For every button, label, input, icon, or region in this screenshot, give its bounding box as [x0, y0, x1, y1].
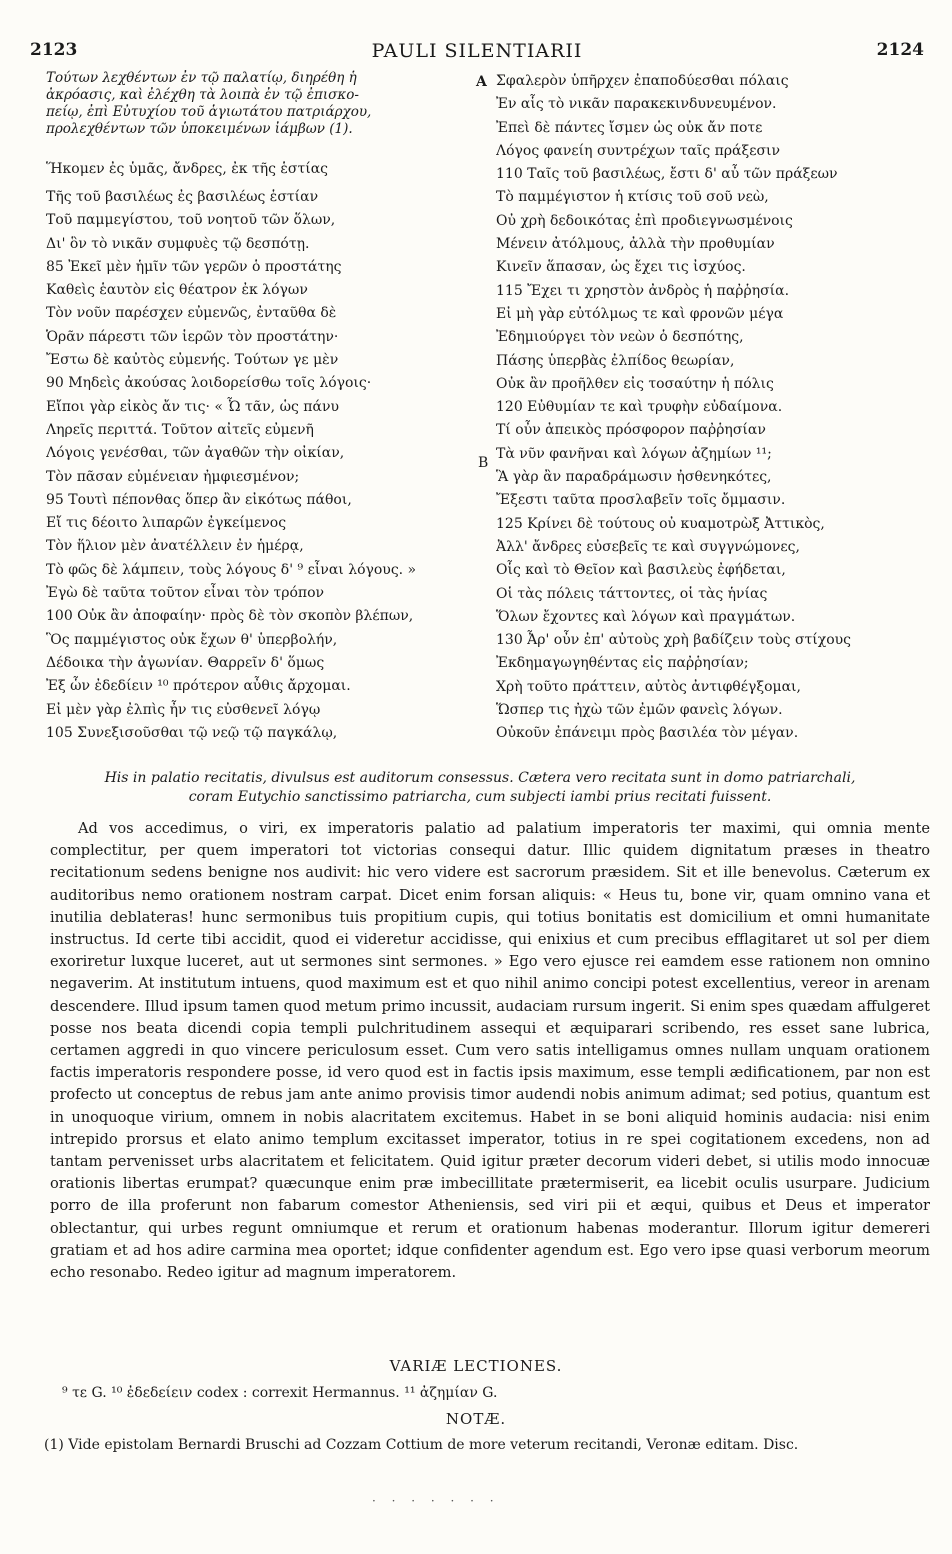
- left-column: [46, 70, 489, 745]
- verse-line: Ὃς παμμέγιστος οὐκ ἔχων θ' ὑπερβολήν,: [46, 631, 338, 648]
- intro-line: προλεχθέντων τῶν ὑποκειμένων ἰάμβων (1).: [46, 121, 353, 137]
- latin-intro-line: His in palatio recitatis, divulsus est auditorum consessus. Cætera vero recitata sunt in domo patriarchali,: [104, 770, 856, 786]
- latin-intro-line: coram Eutychio sanctissimo patriarcha, cum subjecti iambi prius recitati fuissent.: [188, 789, 772, 805]
- verse-line: Ἐξ ὧν ἐδεδίειν ¹⁰ πρότερον αὖθις ἄρχομαι.: [46, 678, 351, 695]
- verse-line: Τὰ νῦν φανῆναι καὶ λόγων ἀζημίων ¹¹;: [496, 445, 772, 462]
- verse-line: Ἃ γὰρ ἂν παραδράμωσιν ἠσθενηκότες,: [496, 469, 772, 486]
- verse-line: Τῆς τοῦ βασιλέως ἐς βασιλέως ἑστίαν: [46, 189, 319, 205]
- right-column: [496, 70, 926, 769]
- verse-line: Εἴ τις δέοιτο λιπαρῶν ἐγκείμενος: [46, 515, 287, 532]
- verse-line: Ληρεῖς περιττά. Τοῦτον αἰτεῖς εὐμενῆ: [46, 421, 314, 438]
- verse-line: Ἥκομεν ἐς ὑμᾶς, ἄνδρες, ἐκ τῆς ἑστίας: [46, 161, 329, 177]
- verse-line: 90 Μηδεὶς ἀκούσας λοιδορείσθω τοῖς λόγοις·: [46, 375, 372, 392]
- margin-letter-b: B: [478, 455, 489, 471]
- verse-line: Τὸν πᾶσαν εὐμένειαν ἠμφιεσμένον;: [46, 468, 300, 485]
- verse-line: [496, 746, 926, 769]
- verse-line: Τὸ φῶς δὲ λάμπειν, τοὺς λόγους δ' ⁹ εἶναι λόγους. »: [46, 561, 417, 578]
- verse-line: Χρὴ τοῦτο πράττειν, αὐτὸς ἀντιφθέγξομαι,: [496, 678, 801, 695]
- page-header: [30, 40, 924, 66]
- ornament-dots: · · · · · · ·: [372, 1494, 500, 1508]
- verse-line: Τί οὖν ἀπεικὸς πρόσφορον παῤῥησίαν: [496, 422, 766, 439]
- verse-line: 100 Οὐκ ἂν ἀποφαίην· πρὸς δὲ τὸν σκοπὸν βλέπων,: [46, 608, 414, 625]
- verse-line: Ἐκδημαγωγηθέντας εἰς παῤῥησίαν;: [496, 655, 749, 672]
- verse-line: Λόγος φανείη συντρέχων ταῖς πράξεσιν: [496, 142, 781, 159]
- right-page-number: 2124: [876, 40, 924, 60]
- verse-line: Ἀλλ' ἄνδρες εὐσεβεῖς τε καὶ συγγνώμονες,: [496, 538, 800, 555]
- intro-line: πείῳ, ἐπὶ Εὐτυχίου τοῦ ἁγιωτάτου πατριάρχου,: [46, 104, 372, 120]
- verse-line: 95 Τουτὶ πέπονθας ὅπερ ἂν εἰκότως πάθοι,: [46, 491, 352, 508]
- verse-line: Τὸν ἥλιον μὲν ἀνατέλλειν ἐν ἡμέρᾳ,: [46, 538, 304, 555]
- running-title: PAULI SILENTIARII: [371, 40, 583, 62]
- verse-line: 110 Ταῖς τοῦ βασιλέως, ἔστι δ' αὖ τῶν πράξεων: [496, 166, 838, 183]
- left-page-number: 2123: [30, 40, 78, 60]
- verse-line: 85 Ἐκεῖ μὲν ἡμῖν τῶν γερῶν ὁ προστάτης: [46, 258, 342, 275]
- verse-line: Ἐπεὶ δὲ πάντες ἴσμεν ὡς οὐκ ἄν ποτε: [496, 119, 763, 136]
- verse-line: Οὐκοῦν ἐπάνειμι πρὸς βασιλέα τὸν μέγαν.: [496, 725, 799, 742]
- verse-line: Καθεὶς ἑαυτὸν εἰς θέατρον ἐκ λόγων: [46, 282, 308, 299]
- verse-line: Ἐν αἷς τὸ νικᾶν παρακεκινδυνευμένον.: [496, 96, 777, 113]
- latin-translation: [50, 818, 930, 1284]
- verse-line: 105 Συνεξισοῦσθαι τῷ νεῷ τῷ παγκάλῳ,: [46, 724, 338, 741]
- verse-line: Ὁρᾶν πάρεστι τῶν ἱερῶν τὸν προστάτην·: [46, 328, 339, 345]
- variae-lectiones-heading: VARIÆ LECTIONES.: [389, 1357, 563, 1375]
- verse-line: Ἐγὼ δὲ ταῦτα τοῦτον εἶναι τὸν τρόπον: [46, 585, 325, 602]
- verse-line: Εἴποι γὰρ εἰκὸς ἄν τις· « Ὦ τᾶν, ὡς πάνυ: [46, 398, 339, 415]
- verse-line: Πάσης ὑπερβὰς ἐλπίδος θεωρίαν,: [496, 352, 735, 369]
- verse-line: Ἔξεστι ταῦτα προσλαβεῖν τοῖς ὄμμασιν.: [496, 492, 786, 509]
- intro-line: ἀκρόασις, καὶ ἐλέχθη τὰ λοιπὰ ἐν τῷ ἐπισκο-: [46, 87, 359, 103]
- latin-intro: [40, 769, 920, 807]
- verse-line: Ὅλων ἔχοντες καὶ λόγων καὶ πραγμάτων.: [496, 608, 796, 625]
- verse-line: Ἐδημιούργει τὸν νεὼν ὁ δεσπότης,: [496, 329, 744, 346]
- intro-line: Τούτων λεχθέντων ἐν τῷ παλατίῳ, διηρέθη ἡ: [46, 70, 357, 86]
- verse-line: 130 Ἆρ' οὖν ἐπ' αὐτοὺς χρὴ βαδίζειν τοὺς στίχους: [496, 632, 852, 649]
- variae-lectiones-text: ⁹ τε G. ¹⁰ ἐδεδείειν codex : correxit Hermannus. ¹¹ ἀζημίαν G.: [62, 1385, 498, 1401]
- notae-text: (1) Vide epistolam Bernardi Bruschi ad Cozzam Cottium de more veterum recitandi, Veronæ editam. Disc.: [44, 1437, 799, 1453]
- verse-line: Κινεῖν ἅπασαν, ὡς ἔχει τις ἰσχύος.: [496, 259, 746, 276]
- verse-line: 120 Εὐθυμίαν τε καὶ τρυφὴν εὐδαίμονα.: [496, 399, 783, 416]
- verse-line: Δέδοικα τὴν ἀγωνίαν. Θαρρεῖν δ' ὅμως: [46, 654, 325, 671]
- verse-line: Οὐκ ἂν προῆλθεν εἰς τοσαύτην ἡ πόλις: [496, 375, 774, 392]
- verse-line: Εἰ μὴ γὰρ εὐτόλμως τε καὶ φρονῶν μέγα: [496, 305, 784, 322]
- margin-letter-a: A: [476, 74, 487, 90]
- verse-line: Οἱ τὰς πόλεις τάττοντες, οἱ τὰς ἡνίας: [496, 585, 768, 602]
- verse-line: Μένειν ἀτόλμους, ἀλλὰ τὴν προθυμίαν: [496, 236, 775, 253]
- verse-line: Τὸ παμμέγιστον ἡ κτίσις τοῦ σοῦ νεὼ,: [496, 189, 769, 206]
- verse-line: Ἔστω δὲ καὐτὸς εὐμενής. Τούτων γε μὲν: [46, 352, 339, 369]
- verse-line: 115 Ἔχει τι χρηστὸν ἀνδρὸς ἡ παῤῥησία.: [496, 282, 790, 299]
- verse-line: Ὥσπερ τις ἠχὼ τῶν ἐμῶν φανεὶς λόγων.: [496, 702, 783, 719]
- latin-paragraph: Ad vos accedimus, o viri, ex imperatoris palatio ad palatium imperatoris ter maximi, qui omnia mente complectitur, per quem imperatori tot victorias consequi datur. Illic quidem dignitatum præses in theatro recitationum sedens benigne nos audivit: hic vero videre est sacrorum præsidem. Sit et ille benevolus. Cæterum ex auditoribus nemo orationem nostram carpat. Dicet enim forsan aliquis: « Heus tu, bone vir, quam omnino vana et inutilia deblateras! hunc sermonibus tuis propitium cupis, qui totius bonitatis est domicilium et omni humanitate instructus. Id certe tibi accidit, quod ei videretur accidisse, qui enixius et cum precibus efflagitaret ut sol per diem exoriretur luxque luceret, aut ut sermones sint sermones. » Ego vero ejusce rei eamdem esse rationem non omnino negaverim. At institutum intuens, quod maximum est et quo nihil animo concipi potest excellentius, vereor in arenam descendere. Illud ipsum tamen quod metum primo incussit, audaciam rursum ingerit. Si enim spes quædam affulgeret posse nos beata dicendi copia templi pulchritudinem assequi et æquiparari scribendo, res esset sane lubrica, certamen aggredi in quo vincere periculosum esset. Cum vero satis intelligamus omnes nullam unquam orationem factis imperatoris respondere posse, id vero quod est in factis ipsis maximum, esse templi ædificationem, par non est profecto ut conceptus de rebus jam ante animo provisis timor audendi nobis animum adimat; sed potius, quantum est in unoquoque virium, omnem in nobis alacritatem excitemus. Habet in se boni aliquid hominis audacia: nisi enim intrepido prorsus et elato animo templum excitasset imperator, totius in re spei cogitationem excedens, non ad tantam pervenisset urbs alacritatem et felicitatem. Quid igitur præter decorum videri debet, si utilis modo innocuæ orationis libertas erumpat? quæcunque enim præ imbecillitate prætermiserit, ea licebit oculis usurpare. Judicium porro de illa proferunt non fabarum comestor Atheniensis, sed viri pii et æqui, quibus et Deus et imperator oblectantur, qui urbes regunt omniumque et rerum et orationum habenas moderantur. Illorum igitur demereri gratiam et ad hos adire carmina mea oportet; idque confidenter agendum est. Ego vero ipse quasi verborum meorum echo resonabo. Redeo igitur ad magnum imperatorem.: [50, 820, 930, 1282]
- verse-line: Λόγοις γενέσθαι, τῶν ἀγαθῶν τὴν οἰκίαν,: [46, 445, 345, 462]
- verse-line: Εἰ μὲν γὰρ ἐλπὶς ἦν τις εὐσθενεῖ λόγῳ: [46, 701, 321, 718]
- verse-line: Οἷς καὶ τὸ Θεῖον καὶ βασιλεὺς ἐφήδεται,: [496, 562, 786, 579]
- verse-line: Τὸν νοῦν παρέσχεν εὐμενῶς, ἐνταῦθα δὲ: [46, 305, 337, 322]
- verse-line: 125 Κρίνει δὲ τούτους οὐ κυαμοτρὼξ Ἀττικὸς,: [496, 515, 825, 532]
- verse-line: Δι' ὃν τὸ νικᾶν συμφυὲς τῷ δεσπότῃ.: [46, 235, 310, 252]
- verse-line: Τοῦ παμμεγίστου, τοῦ νοητοῦ τῶν ὅλων,: [46, 212, 336, 229]
- verse-line: Οὐ χρὴ δεδοικότας ἐπὶ προδιεγνωσμένοις: [496, 212, 793, 229]
- verse-line: Σφαλερὸν ὑπῆρχεν ἐπαποδύεσθαι πόλαις: [496, 73, 789, 89]
- notae-heading: NOTÆ.: [445, 1410, 507, 1428]
